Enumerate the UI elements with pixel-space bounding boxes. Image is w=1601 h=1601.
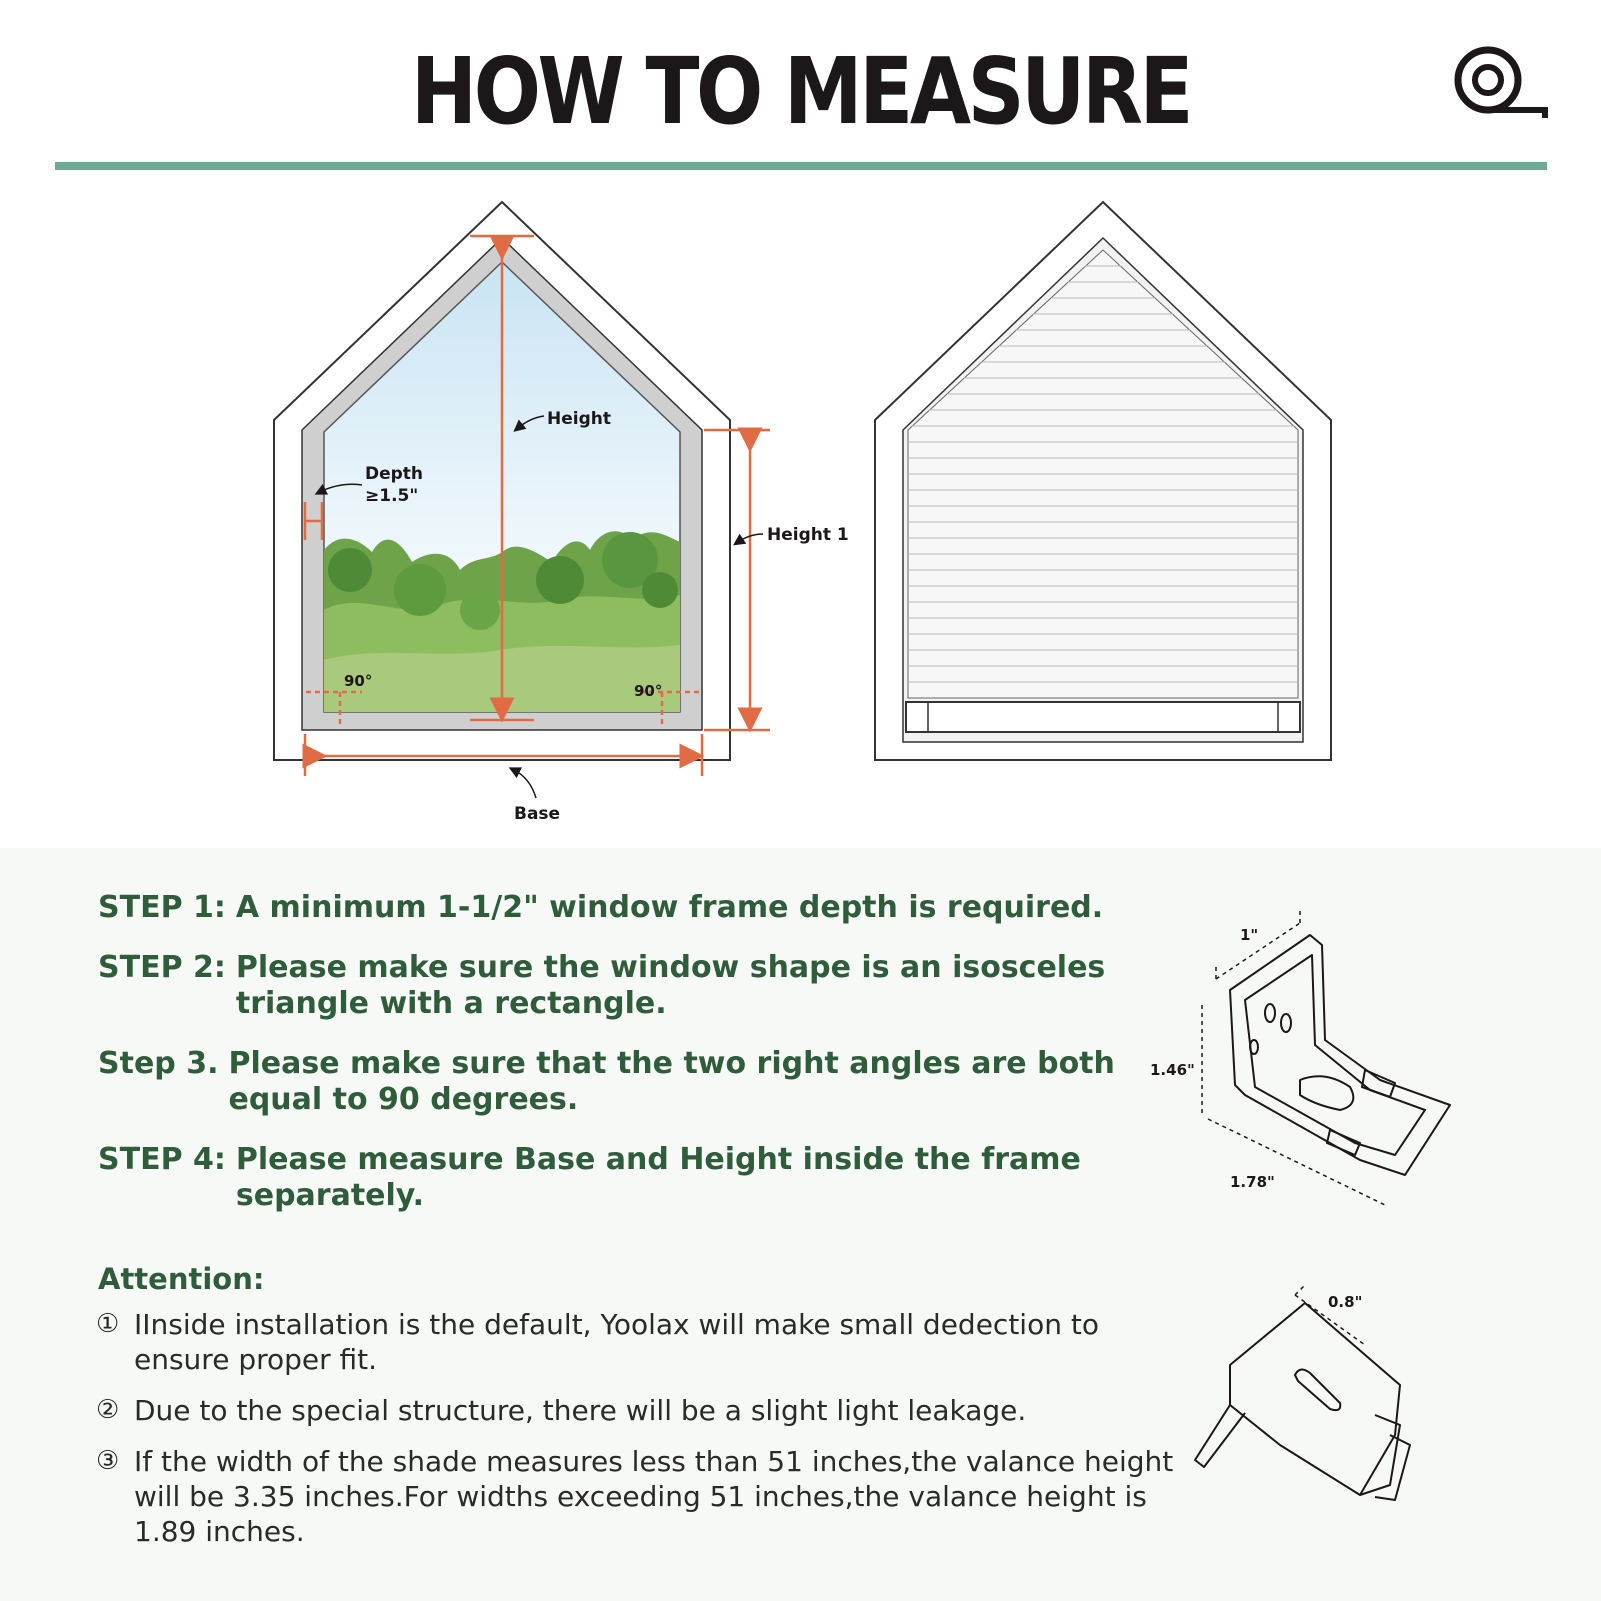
step-label: STEP 4:: [98, 1142, 226, 1177]
note-text: IInside installation is the default, Yoolax will make small dedection to ensure proper fit.: [134, 1308, 1099, 1376]
depth-value: ≥1.5": [365, 486, 419, 506]
step-label: STEP 1:: [98, 890, 226, 925]
attention-notes: [96, 1307, 1186, 1565]
tape-measure-icon: [1450, 40, 1550, 130]
page-title: HOW TO MEASURE: [410, 38, 1191, 145]
steps-list: [98, 890, 1118, 1238]
dim-bottom-label: 1.78": [1230, 1173, 1275, 1191]
note-3: [96, 1444, 1186, 1549]
height-label: Height: [547, 409, 611, 429]
step-2: [98, 950, 1118, 1022]
note-text: Due to the special structure, there will be a slight light leakage.: [134, 1394, 1027, 1427]
dim-small-label: 0.8": [1328, 1293, 1363, 1311]
angle-left-label: 90°: [344, 672, 373, 690]
header-divider: [55, 162, 1547, 170]
note-2: [96, 1393, 1186, 1428]
step-label: STEP 2:: [98, 950, 226, 985]
base-label: Base: [514, 804, 561, 824]
clip-bracket-diagram: [1190, 1285, 1490, 1555]
attention-title: Attention:: [98, 1262, 265, 1296]
note-number: ②: [96, 1395, 120, 1425]
angle-right-label: 90°: [634, 682, 663, 700]
window-shade-right: [875, 202, 1331, 760]
window-diagram: [0, 190, 1601, 850]
dim-top-label: 1": [1240, 926, 1259, 944]
step-text: Please measure Base and Height inside the frame separately.: [235, 1142, 1081, 1213]
depth-label: Depth: [365, 464, 424, 484]
note-1: [96, 1307, 1186, 1377]
step-label: Step 3.: [98, 1046, 219, 1081]
note-number: ③: [96, 1446, 120, 1476]
note-text: If the width of the shade measures less than 51 inches,the valance height will be 3.35 inches.For widths exceeding 51 inches,the valance height is 1.89 inches.: [134, 1445, 1174, 1548]
step-4: [98, 1142, 1118, 1214]
step-text: Please make sure the window shape is an isosceles triangle with a rectangle.: [235, 950, 1106, 1021]
step-3: [98, 1046, 1118, 1118]
step-text: A minimum 1-1/2" window frame depth is required.: [235, 890, 1104, 925]
step-text: Please make sure that the two right angles are both equal to 90 degrees.: [228, 1046, 1115, 1117]
step-1: [98, 890, 1118, 926]
note-number: ①: [96, 1309, 120, 1339]
bottom-rail: [906, 702, 1300, 732]
dim-side-label: 1.46": [1150, 1061, 1195, 1079]
l-bracket-diagram: [1150, 905, 1500, 1240]
height1-label: Height 1: [767, 525, 849, 545]
